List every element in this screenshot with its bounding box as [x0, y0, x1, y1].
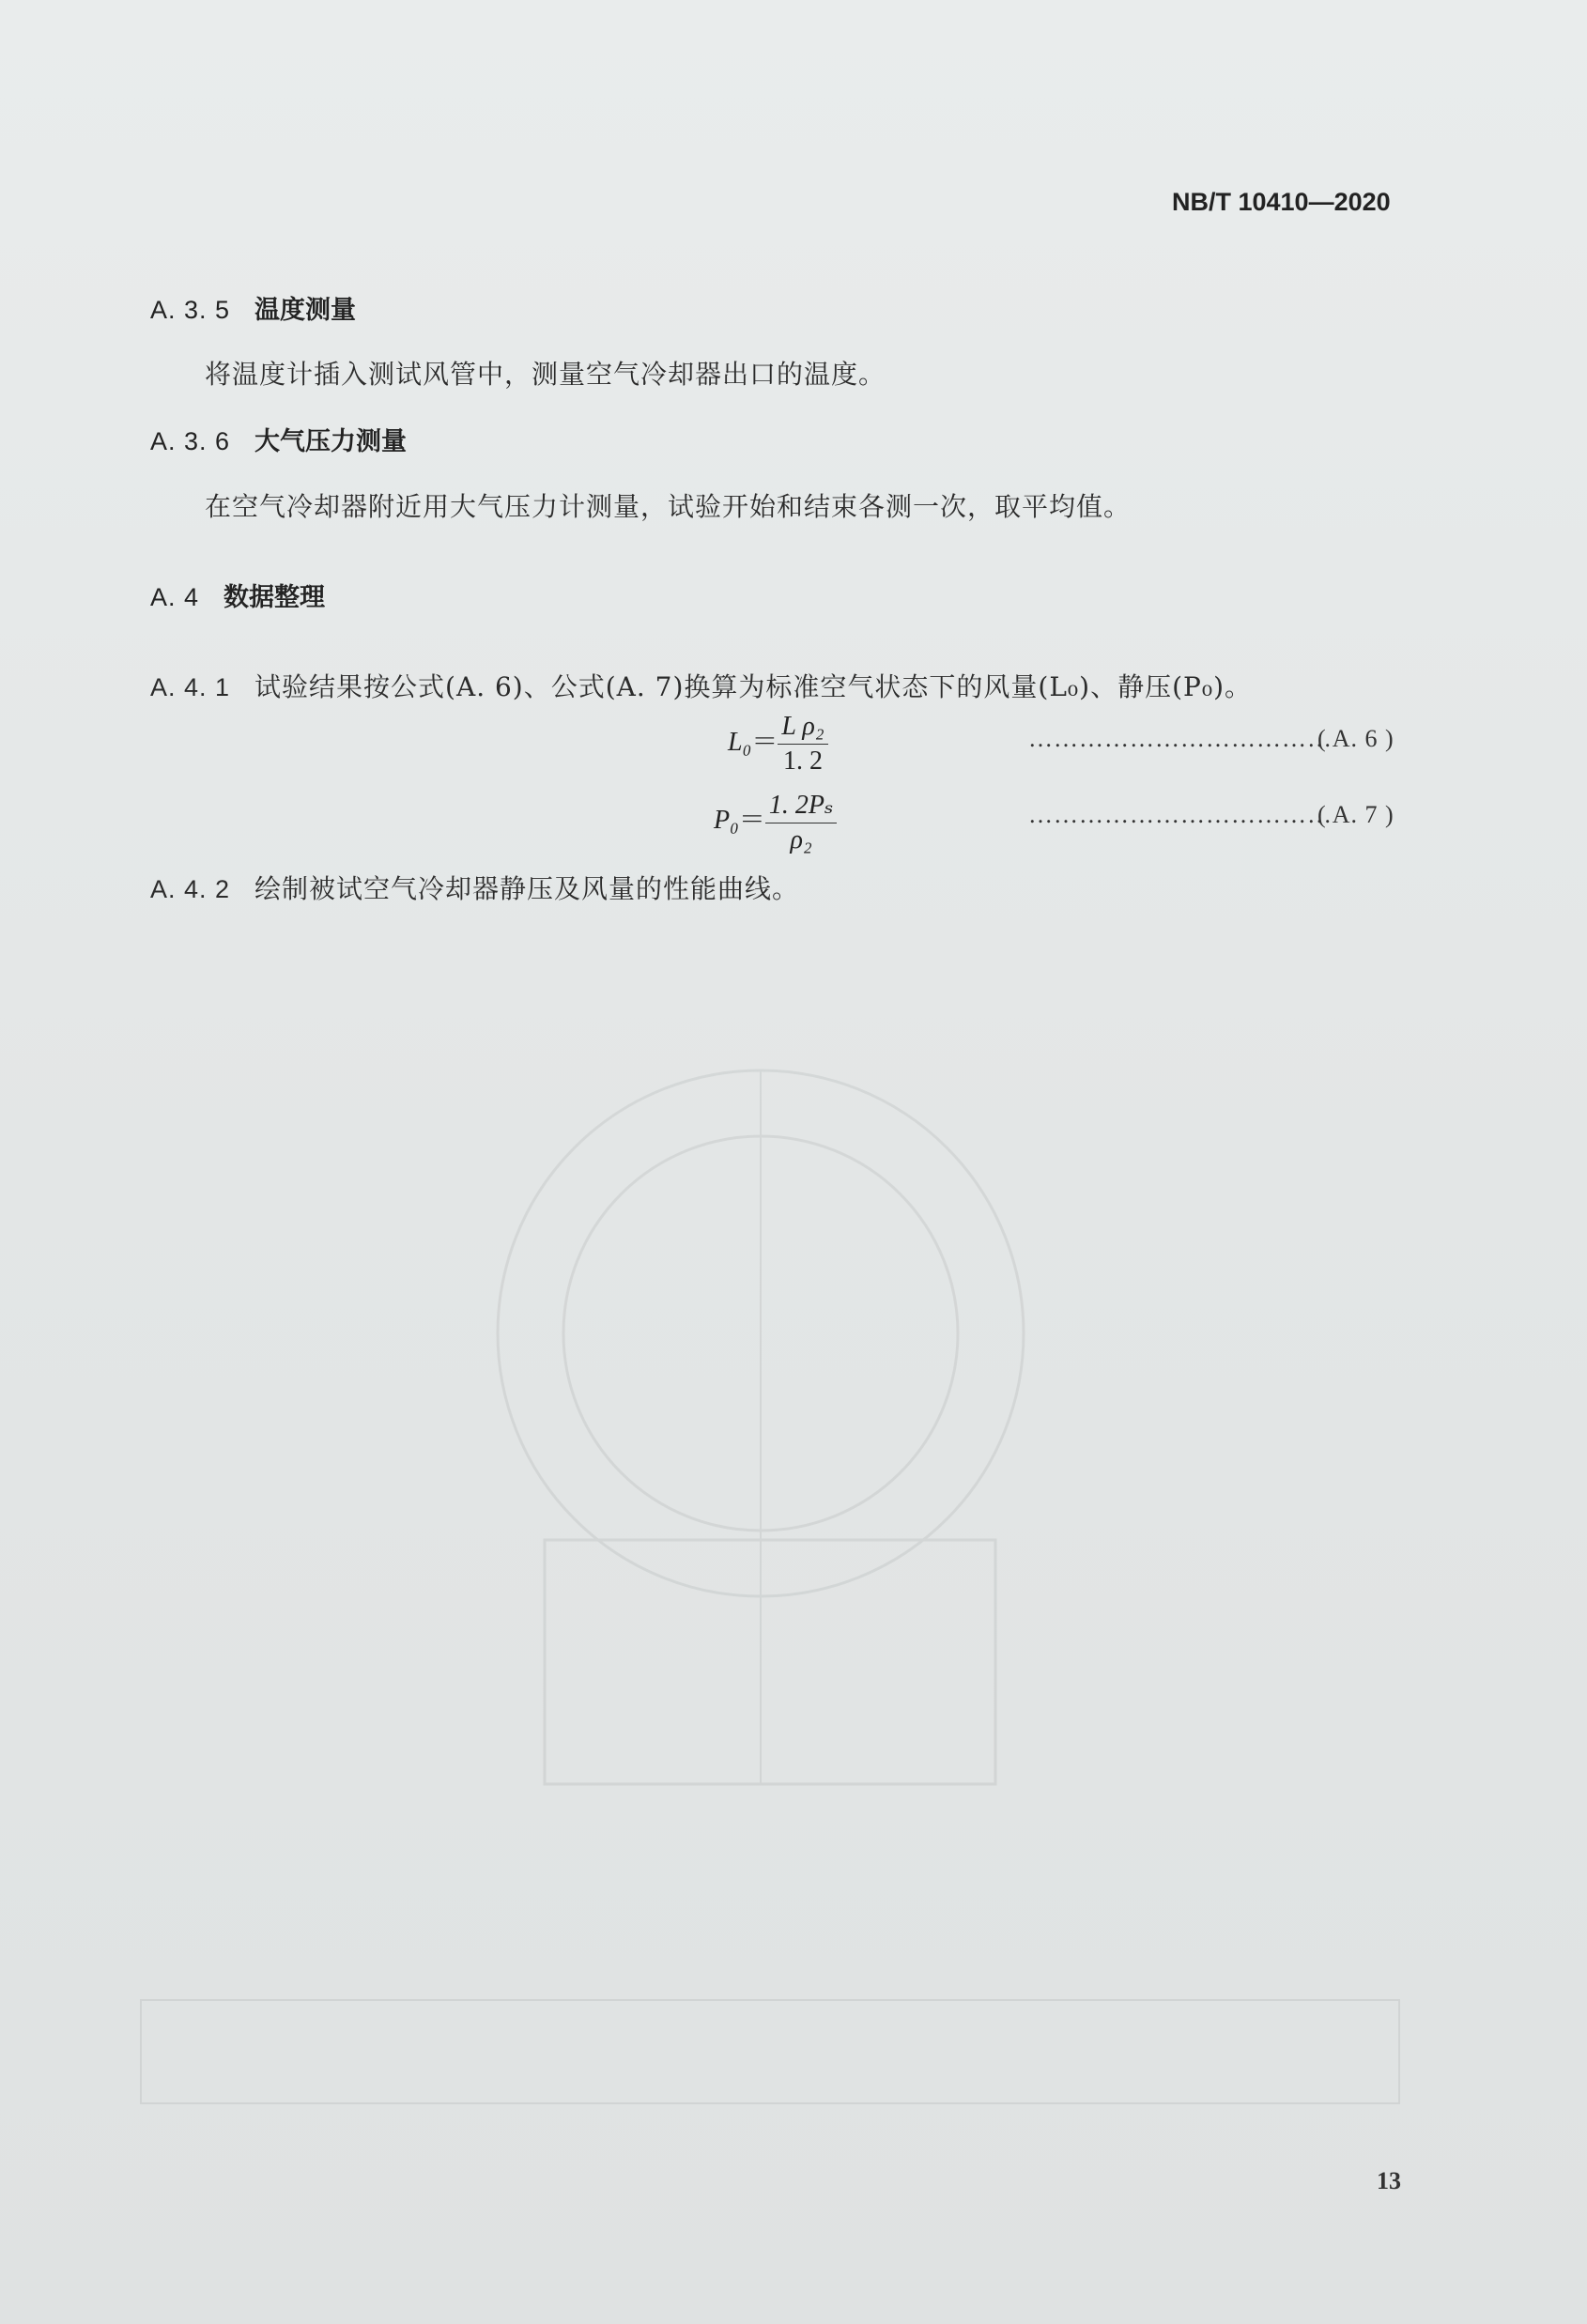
formula-a7: P₀＝ $\frac{\text{1. 2Pₛ}}{\text{ρ₂}}$	[714, 789, 837, 855]
paragraph-a36: 在空气冷却器附近用大气压力计测量，试验开始和结束各测一次，取平均值。	[205, 491, 1132, 522]
section-number: A. 3. 5	[150, 296, 231, 324]
formula-denominator: 1. 2	[782, 746, 823, 776]
paragraph-a42	[150, 869, 799, 906]
formula-fraction	[765, 789, 838, 855]
clause-text: 试验结果按公式(A. 6)、公式(A. 7)换算为标准空气状态下的风量(L₀)、静压(P₀)。	[254, 671, 1252, 702]
clause-number: A. 4. 2	[150, 875, 231, 903]
paragraph-a35: 将温度计插入测试风管中，测量空气冷却器出口的温度。	[205, 359, 886, 390]
formula-lhs: P₀	[714, 805, 739, 835]
standard-code: NB/T 10410—2020	[1172, 188, 1391, 216]
formula-a6: L₀＝ $\frac{\text{L ρ₂}}{1. 2}$	[728, 712, 828, 777]
formula-label-a7: ( A. 7 )	[1317, 801, 1394, 828]
section-heading-a35	[150, 289, 356, 326]
formula-fraction	[778, 712, 827, 777]
clause-number: A. 4. 1	[150, 673, 231, 701]
formula-denominator: ρ₂	[790, 825, 812, 854]
paragraph-a41	[150, 667, 1252, 704]
section-heading-a36	[150, 421, 407, 457]
section-title: 大气压力测量	[254, 427, 408, 456]
formula-leader: ………………………………	[1028, 725, 1333, 752]
formula-numerator: L ρ₂	[778, 712, 827, 745]
page-number: 13	[1377, 2167, 1401, 2194]
formula-numerator: 1. 2Pₛ	[765, 789, 838, 823]
formula-leader: ………………………………	[1028, 801, 1333, 828]
section-title: 温度测量	[254, 296, 357, 325]
formula-lhs: L₀	[728, 727, 752, 757]
formula-label-a6: ( A. 6 )	[1317, 725, 1394, 752]
section-heading-a4	[150, 577, 325, 613]
section-title: 数据整理	[223, 583, 326, 612]
clause-text: 绘制被试空气冷却器静压及风量的性能曲线。	[254, 873, 800, 904]
section-number: A. 3. 6	[150, 427, 231, 455]
section-number: A. 4	[150, 583, 200, 611]
